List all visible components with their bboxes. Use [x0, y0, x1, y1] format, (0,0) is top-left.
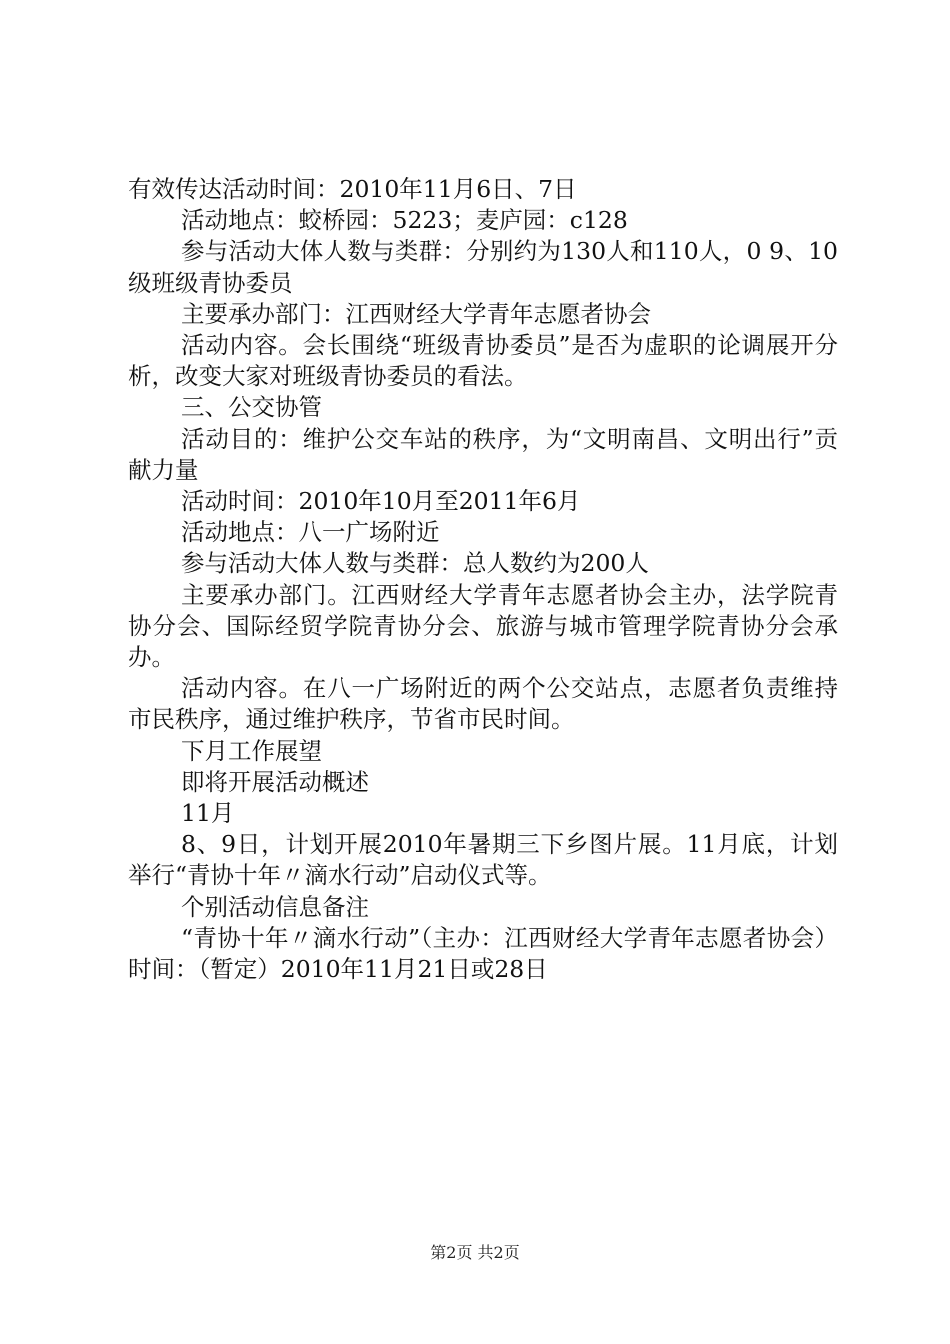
- paragraph-bus-time: 活动时间：2010年10月至2011年6月: [181, 487, 581, 516]
- paragraph-activity-note-detail: “青协十年〃滴水行动”（主办：江西财经大学青年志愿者协会）时间：（暂定）2010年11月21日或28日: [128, 923, 838, 984]
- paragraph-activity-content: 活动内容。会长围绕“班级青协委员”是否为虚职的论调展开分析，改变大家对班级青协委员的看法。: [128, 331, 838, 391]
- paragraph-organizer: 主要承办部门：江西财经大学青年志愿者协会: [181, 299, 651, 328]
- paragraph-bus-participants: 参与活动大体人数与类群：总人数约为200人: [181, 549, 649, 578]
- heading-upcoming-activities: 即将开展活动概述: [181, 767, 369, 796]
- document-body: [128, 174, 838, 985]
- paragraph-bus-location: 活动地点：八一广场附近: [181, 518, 440, 547]
- page-footer: 第2页 共2页: [430, 1243, 520, 1262]
- paragraph-activity-time: 有效传达活动时间：2010年11月6日、7日: [128, 175, 577, 203]
- section-heading-bus-assist: 三、公交协管: [181, 393, 322, 422]
- paragraph-november-plan: 8、9日，计划开展2010年暑期三下乡图片展。11月底，计划举行“青协十年〃滴水行动”启动仪式等。: [128, 830, 838, 890]
- paragraph-bus-content: 活动内容。在八一广场附近的两个公交站点，志愿者负责维持市民秩序，通过维护秩序，节省市民时间。: [128, 674, 838, 734]
- paragraph-bus-organizer: 主要承办部门。江西财经大学青年志愿者协会主办，法学院青协分会、国际经贸学院青协分会、旅游与城市管理学院青协分会承办。: [128, 580, 838, 672]
- paragraph-activity-location: 活动地点：蛟桥园：5223；麦庐园：c128: [181, 206, 628, 235]
- heading-activity-notes: 个别活动信息备注: [181, 892, 369, 921]
- heading-november: 11月: [181, 799, 235, 828]
- heading-next-month-outlook: 下月工作展望: [181, 736, 322, 765]
- paragraph-participants: 参与活动大体人数与类群：分别约为130人和110人，0 9、10级班级青协委员: [128, 237, 838, 297]
- paragraph-bus-purpose: 活动目的：维护公交车站的秩序，为“文明南昌、文明出行”贡献力量: [128, 424, 838, 484]
